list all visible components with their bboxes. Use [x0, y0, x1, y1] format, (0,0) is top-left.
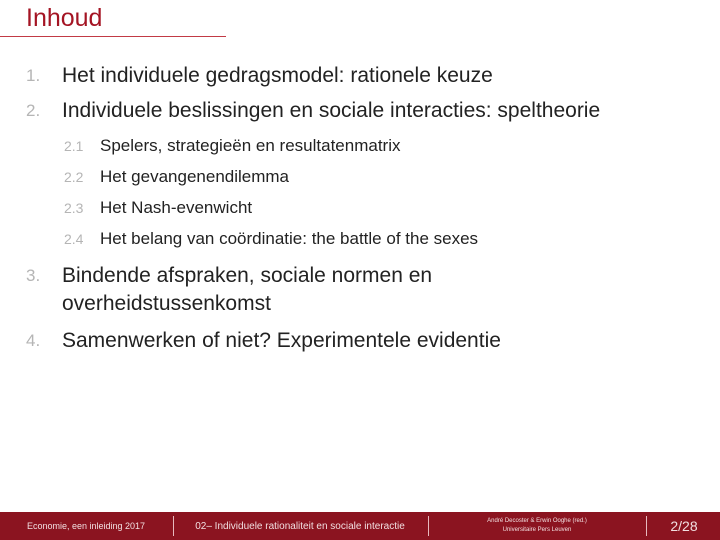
sub-text: Het Nash-evenwicht: [100, 198, 253, 217]
footer-page-number: 2/28: [648, 512, 720, 540]
outline-number: 1.: [26, 66, 41, 85]
sub-number: 2.4: [64, 231, 84, 247]
footer-divider: [428, 516, 429, 536]
sub-text: Het belang van coördinatie: the battle of the sexes: [100, 229, 479, 248]
footer-book-title: Economie, een inleiding 2017: [0, 512, 172, 540]
title-underline: [0, 36, 226, 37]
footer-authors: [430, 512, 644, 540]
outline-number: 3.: [26, 266, 41, 285]
footer-chapter-title: 02– Individuele rationaliteit en sociale interactie: [174, 512, 426, 540]
sub-text: Het gevangenendilemma: [100, 167, 290, 186]
slide-title: Inhoud: [26, 4, 103, 32]
outline-number: 4.: [26, 331, 41, 350]
outline-text-line-2: overheidstussenkomst: [62, 292, 271, 315]
sub-text: Spelers, strategieën en resultatenmatrix: [100, 136, 401, 155]
outline-text: Samenwerken of niet? Experimentele evidentie: [62, 329, 501, 352]
sub-number: 2.2: [64, 169, 84, 185]
outline-text-line-1: Bindende afspraken, sociale normen en: [62, 264, 433, 287]
footer-authors-line-2: Universitaire Pers Leuven: [502, 527, 572, 533]
sub-number: 2.1: [64, 138, 84, 154]
sub-number: 2.3: [64, 200, 84, 216]
outline-number: 2.: [26, 101, 41, 120]
outline-text: Individuele beslissingen en sociale interacties: speltheorie: [62, 99, 601, 122]
outline-text: Het individuele gedragsmodel: rationele keuze: [62, 64, 493, 87]
footer-divider: [646, 516, 647, 536]
slide-footer: [0, 512, 720, 540]
footer-authors-line-1: André Decoster & Erwin Ooghe (red.): [487, 518, 587, 524]
